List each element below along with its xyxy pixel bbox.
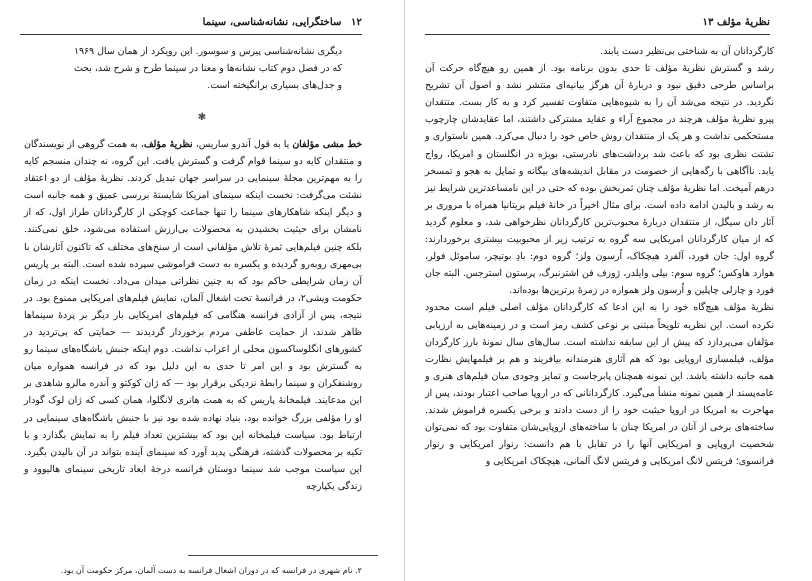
left-top-paragraph: [74, 43, 342, 94]
right-running-title: نظریهٔ مؤلف: [716, 16, 770, 28]
main-text-part-1: یا به قول آندرو ساریس،: [192, 139, 293, 150]
lead-term: خط مشی مؤلفان: [292, 139, 362, 150]
right-paragraph-3: نظریهٔ مؤلف هیچ‌گاه خود را به این ادعا که کارگردانان مؤلف اصلی فیلم است محدود نکرده است. این نظریه تلویحاً مبتنی بر نوعی کشف رمز است و در زمینه‌هایی به ارزیابی مؤلفان می‌پردازد که پیش از این سابقه نداشته است. سال‌های سال نمونهٔ بارز کارگردان مؤلف، فیلمسازی اروپایی بود که هم آثاری هنرمندانه بیافریند و هم بر فیلمهایش نظارت همه جانبه داشته باشد. این نمونه همچنان پابرجاست و تمایز وجودی میان فیلم‌های هنری و عامه‌پسند از همین نمونه منشأ می‌گیرد. کارگردانانی که در اروپا صاحب اعتبار بودند، پس از مهاجرت به امریکا در اروپا حیثیت خود را از دست دادند و برخی یکسره فراموش شدند. ساخته‌های برخی از آنان در امریکا چنان با ساخته‌های اروپایی‌شان متفاوت بود که نمی‌توان شخصیت اروپایی و امریکایی آنها را در تقابل با هم دانست: رنوار امریکایی و رنوار فرانسوی؛ فریتس لانگ امریکایی و فریتس لانگ آلمانی، هیچکاک امریکایی و: [425, 302, 774, 468]
left-main-text: [24, 136, 362, 495]
right-page: [405, 0, 812, 581]
left-page-number: ۱۲: [351, 16, 362, 28]
main-text-part-2: ، به همت گروهی از نویسندگان و منتقدان کایه دو سینما قوام گرفت و گسترش یافت. این گروه، نه چندان منسجم کایه را به مهم‌ترین مجلهٔ سینمایی در سراسر جهان تبدیل کردند. نظریهٔ مؤلف از دو اعتقاد نشئت می‌گرفت: نخست اینکه سینمای امریکا شایستهٔ بررسی عمیق و همه جانبه است و دیگر اینکه شاهکارهای سینما را تنها جماعت کوچکی از کارگردانان طراز اول، که از نامشان برای حیثیت بخشیدن به محصولات بی‌ارزش استفاده می‌شود، خلق نمی‌کنند. بلکه چنین فیلم‌هایی ثمرهٔ تلاش مؤلفانی است از سنخ‌های مختلف که تاکنون آثارشان با بی‌مهری روبه‌رو گردیده و یکسره به دست فراموشی سپرده شده است. البته بر پاریس آن زمان شرایطی حاکم بود که به چنین نظراتی میدان می‌داد. نخست اینکه در زمان حکومت ویشی۲، در فرانسهٔ تحت اشغال آلمان، نمایش فیلم‌های امریکایی ممنوع بود. در نتیجه، پس از آزادی فرانسه هنگامی که فیلم‌های امریکایی بار دیگر بر پردهٔ سینماها ظاهر شدند، از حمایت عاطفی مردم برخوردار گردیدند — حمایتی که بی‌تردید در کشورهای انگلوساکسون محلی از اعراب نداشت. دوم اینکه جنبش باشگاه‌های سینما رو به گسترش بود و این امر تا حدی به این دلیل بود که در فرانسه همواره میان روشنفکران و سینما رابطهٔ نزدیکی برقرار بود — که ژان کوکتو و آندره مالرو شاهدی بر این مدعایند. فیلمخانهٔ پاریس که به همت هانری لانگلوا، همان کسی که ژان لوک گودار او را مؤلفی بزرگ خوانده بود، بنیاد نهاده شده بود نیز با جنبش باشگاه‌های سینمایی در ارتباط بود. سیاست فیلمخانه این بود که بیشترین تعداد فیلم را به نمایش بگذارد و با تکیه بر محصولات گذشته، فرهنگی پدید آورد که سینمای آینده بتواند در آن بالیدن بگیرد. این سیاست موجب شد سینما دوستان فرانسه درجهٔ ابعاد تاریخی سینمای هالیوود و زندگی یکپارچه: [24, 139, 362, 492]
right-paragraph-1: کارگردانان آن به شناختی بی‌نظیر دست یابند.: [600, 46, 774, 57]
left-header-rule: [20, 34, 362, 35]
right-page-number: ۱۳: [702, 16, 714, 28]
section-separator-icon: ❃: [197, 112, 207, 123]
right-paragraph-2: رشد و گسترش نظریهٔ مؤلف تا حدی بدون برنامه بود. از همین رو هیچ‌گاه حرکت آن براساس طرحی دقیق نبود و دربارهٔ آن هرگز بیانیه‌ای منتشر نشد و اصول آن تشریح نگردید. در نتیجه می‌شد آن را به شیوه‌هایی متفاوت تفسیر کرد و به کار بست. منتقدان پیرو نظریهٔ مؤلف هرچند در مجموع آراء و عقاید مشترکی داشتند، اما عقایدشان چارچوب مستحکمی نداشت و هر یک از منتقدان روش خاص خود را دنبال می‌کرد. همین ناستواری و تشتت نظری بود که باعث شد برداشت‌های نادرستی، بویژه در انگلستان و امریکا، رواج یابد. ناآگاهی با رگه‌هایی از خصومت در مقابل اندیشه‌های بیگانه و تمایل به هجو و تمسخر درهم آمیخت. اما نظریهٔ مؤلف چنان ثمربخش بوده که حتی در این نامساعدترین شرایط نیز به رشد و بالیدن ادامه داده است. برای مثال اخیراً در خانهٔ فیلم بریتانیا همراه با مروری بر آثار دان سیگل، از منتقدان دربارهٔ محبوب‌ترین کارگردانان نظرخواهی شد، و معلوم گردید که از میان کارگردانان امریکایی سه گروه به ترتیب زیر از محبوبیت بیشتری برخوردارند: گروه اول: جان فورد، آلفرد هیچکاک، اُرسون ولز؛ گروه دوم: بادِ بوتیچر، ساموئل فولر، هوارد هاوکس؛ گروه سوم: بیلی وایلدر، ژوزف فن اشترنبرگ، پرستون استرجس. البته جان فورد و چارلی چاپلین و اُرسون ولز همواره در زمرهٔ برترین‌ها بوده‌اند.: [425, 63, 774, 297]
auteur-theory-term: نظریهٔ مؤلف: [143, 139, 193, 150]
right-body: [425, 43, 774, 470]
left-page: [0, 0, 405, 581]
right-header-rule: [425, 34, 770, 35]
footnote-rule: [188, 555, 378, 556]
left-top-text: دیگری نشانه‌شناسی پیرس و سوسور. این رویکرد از همان سال ۱۹۶۹ که در فصل دوم کتاب نشانه‌ها و معنا در سینما طرح و شرح شد، بحث و جدل‌های بسیاری برانگیخته است.: [74, 46, 342, 92]
left-running-title: ساختگرایی، نشانه‌شناسی، سینما: [202, 16, 342, 28]
left-main-paragraph: [24, 136, 362, 495]
footnote: ۲. نام شهری در فرانسه که در دوران اشغال فرانسه به دست آلمان، مرکز حکومت آن بود.: [60, 565, 362, 575]
right-page-header: [702, 16, 770, 28]
left-page-header: [203, 16, 362, 28]
